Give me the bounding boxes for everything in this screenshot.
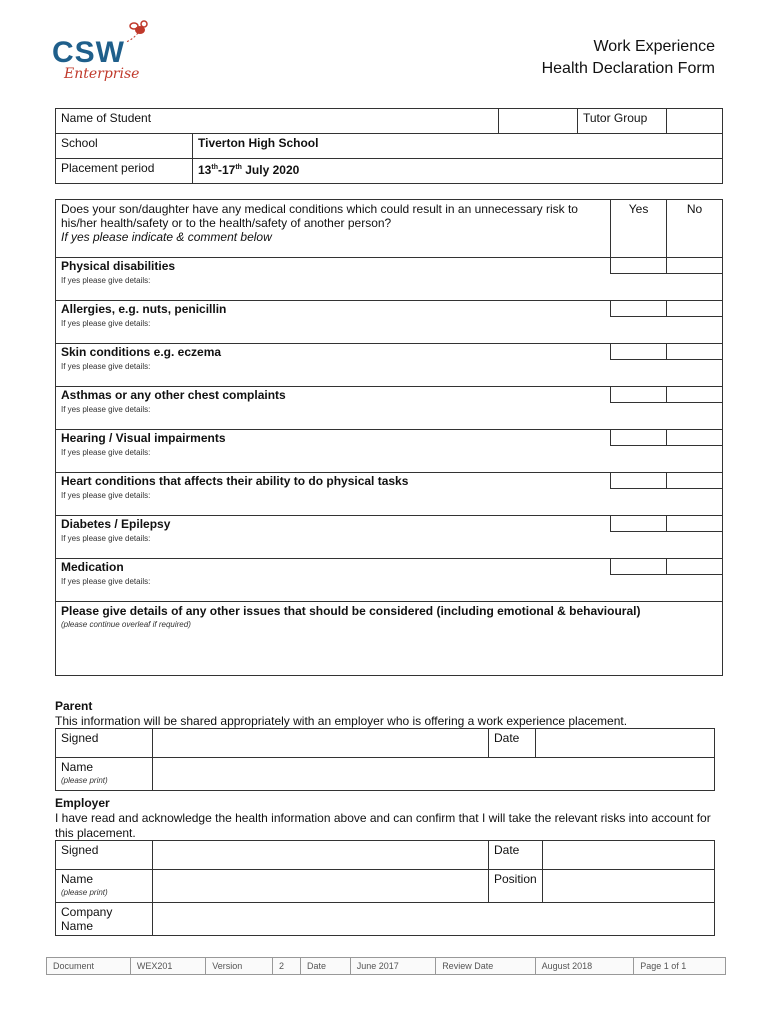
condition-title: Medication <box>56 559 611 575</box>
parent-heading: Parent <box>55 699 93 713</box>
employer-company-input[interactable] <box>153 903 715 936</box>
other-issues-note: (please continue overleaf if required) <box>61 620 191 629</box>
condition-yes-checkbox[interactable] <box>611 430 667 446</box>
student-name-label: Name of Student <box>56 109 499 134</box>
employer-position-label: Position <box>489 870 543 903</box>
condition-no-checkbox[interactable] <box>667 258 723 274</box>
tutor-group-input[interactable] <box>667 109 723 134</box>
parent-signed-input[interactable] <box>153 729 489 758</box>
no-header: No <box>667 200 723 258</box>
condition-yes-checkbox[interactable] <box>611 387 667 403</box>
logo-brand: CSW <box>52 36 125 69</box>
condition-details-row <box>56 403 723 430</box>
condition-details-input[interactable] <box>56 575 723 602</box>
condition-details-input[interactable] <box>56 532 723 559</box>
footer-date-value: June 2017 <box>350 958 435 975</box>
condition-no-checkbox[interactable] <box>667 387 723 403</box>
condition-yes-checkbox[interactable] <box>611 301 667 317</box>
details-hint: If yes please give details: <box>61 448 151 457</box>
logo <box>50 20 160 90</box>
condition-no-checkbox[interactable] <box>667 344 723 360</box>
parent-name-input[interactable] <box>153 758 715 791</box>
condition-details-row <box>56 274 723 301</box>
footer-review-value: August 2018 <box>535 958 634 975</box>
details-hint: If yes please give details: <box>61 491 151 500</box>
condition-row <box>56 258 723 274</box>
health-table <box>55 199 723 676</box>
other-issues-field[interactable] <box>56 602 723 676</box>
condition-row <box>56 516 723 532</box>
condition-yes-checkbox[interactable] <box>611 559 667 575</box>
tutor-group-label: Tutor Group <box>578 109 667 134</box>
details-hint: If yes please give details: <box>61 276 151 285</box>
footer-review-label: Review Date <box>436 958 535 975</box>
other-issues-title: Please give details of any other issues that should be considered (including emotional & behavioural) <box>61 604 641 618</box>
condition-no-checkbox[interactable] <box>667 559 723 575</box>
condition-row <box>56 430 723 446</box>
placement-period-value[interactable]: 13th-17th July 2020 <box>193 159 723 184</box>
condition-title: Hearing / Visual impairments <box>56 430 611 446</box>
condition-yes-checkbox[interactable] <box>611 473 667 489</box>
title-line-2: Health Declaration Form <box>541 60 715 77</box>
employer-signature-table <box>55 840 715 936</box>
employer-heading: Employer <box>55 796 110 810</box>
employer-text: I have read and acknowledge the health information above and can confirm that I will take the relevant risks into account for this placement. <box>55 811 711 840</box>
parent-name-label: Name (please print) <box>56 758 153 791</box>
title-line-1: Work Experience <box>593 38 715 55</box>
condition-yes-checkbox[interactable] <box>611 344 667 360</box>
form-title <box>415 36 715 80</box>
condition-row <box>56 344 723 360</box>
student-name-value[interactable] <box>499 109 578 134</box>
condition-details-input[interactable] <box>56 360 723 387</box>
footer-date-label: Date <box>301 958 351 975</box>
yes-header: Yes <box>611 200 667 258</box>
student-details-table <box>55 108 723 184</box>
condition-details-input[interactable] <box>56 274 723 301</box>
condition-no-checkbox[interactable] <box>667 301 723 317</box>
condition-title: Heart conditions that affects their ability to do physical tasks <box>56 473 611 489</box>
parent-signed-label: Signed <box>56 729 153 758</box>
footer-page-label: Page 1 of 1 <box>634 958 726 975</box>
footer-document-value: WEX201 <box>130 958 205 975</box>
logo-subtitle: Enterprise <box>64 66 140 82</box>
employer-signed-label: Signed <box>56 841 153 870</box>
details-hint: If yes please give details: <box>61 534 151 543</box>
condition-no-checkbox[interactable] <box>667 473 723 489</box>
parent-signature-table <box>55 728 715 791</box>
employer-name-input[interactable] <box>153 870 489 903</box>
document-footer <box>46 957 726 975</box>
condition-title: Asthmas or any other chest complaints <box>56 387 611 403</box>
employer-date-label: Date <box>489 841 543 870</box>
condition-details-row <box>56 360 723 387</box>
employer-position-input[interactable] <box>542 870 714 903</box>
school-label: School <box>56 134 193 159</box>
employer-signed-input[interactable] <box>153 841 489 870</box>
health-question-text: Does your son/daughter have any medical conditions which could result in an unnecessary risk to his/her health/safety or to the health/safety of another person? <box>61 202 578 230</box>
footer-version-label: Version <box>206 958 273 975</box>
condition-title: Allergies, e.g. nuts, penicillin <box>56 301 611 317</box>
condition-row <box>56 387 723 403</box>
employer-date-input[interactable] <box>542 841 714 870</box>
placement-period-label: Placement period <box>56 159 193 184</box>
details-hint: If yes please give details: <box>61 362 151 371</box>
condition-details-row <box>56 489 723 516</box>
footer-document-label: Document <box>47 958 131 975</box>
condition-row <box>56 301 723 317</box>
condition-yes-checkbox[interactable] <box>611 258 667 274</box>
health-question-note: If yes please indicate & comment below <box>61 230 272 244</box>
details-hint: If yes please give details: <box>61 577 151 586</box>
condition-details-input[interactable] <box>56 403 723 430</box>
condition-yes-checkbox[interactable] <box>611 516 667 532</box>
condition-details-input[interactable] <box>56 317 723 344</box>
parent-date-input[interactable] <box>536 729 715 758</box>
condition-details-input[interactable] <box>56 489 723 516</box>
employer-name-label: Name (please print) <box>56 870 153 903</box>
condition-row <box>56 473 723 489</box>
condition-details-row <box>56 532 723 559</box>
health-question <box>56 200 611 258</box>
condition-no-checkbox[interactable] <box>667 516 723 532</box>
condition-row <box>56 559 723 575</box>
condition-title: Skin conditions e.g. eczema <box>56 344 611 360</box>
condition-details-row <box>56 317 723 344</box>
condition-title: Physical disabilities <box>56 258 611 274</box>
condition-details-input[interactable] <box>56 446 723 473</box>
condition-details-row <box>56 575 723 602</box>
condition-title: Diabetes / Epilepsy <box>56 516 611 532</box>
details-hint: If yes please give details: <box>61 405 151 414</box>
parent-date-label: Date <box>489 729 536 758</box>
details-hint: If yes please give details: <box>61 319 151 328</box>
school-value[interactable]: Tiverton High School <box>193 134 723 159</box>
parent-text: This information will be shared appropriately with an employer who is offering a work experience placement. <box>55 714 628 728</box>
condition-details-row <box>56 446 723 473</box>
condition-no-checkbox[interactable] <box>667 430 723 446</box>
footer-version-value: 2 <box>273 958 301 975</box>
employer-company-label: Company Name <box>56 903 153 936</box>
